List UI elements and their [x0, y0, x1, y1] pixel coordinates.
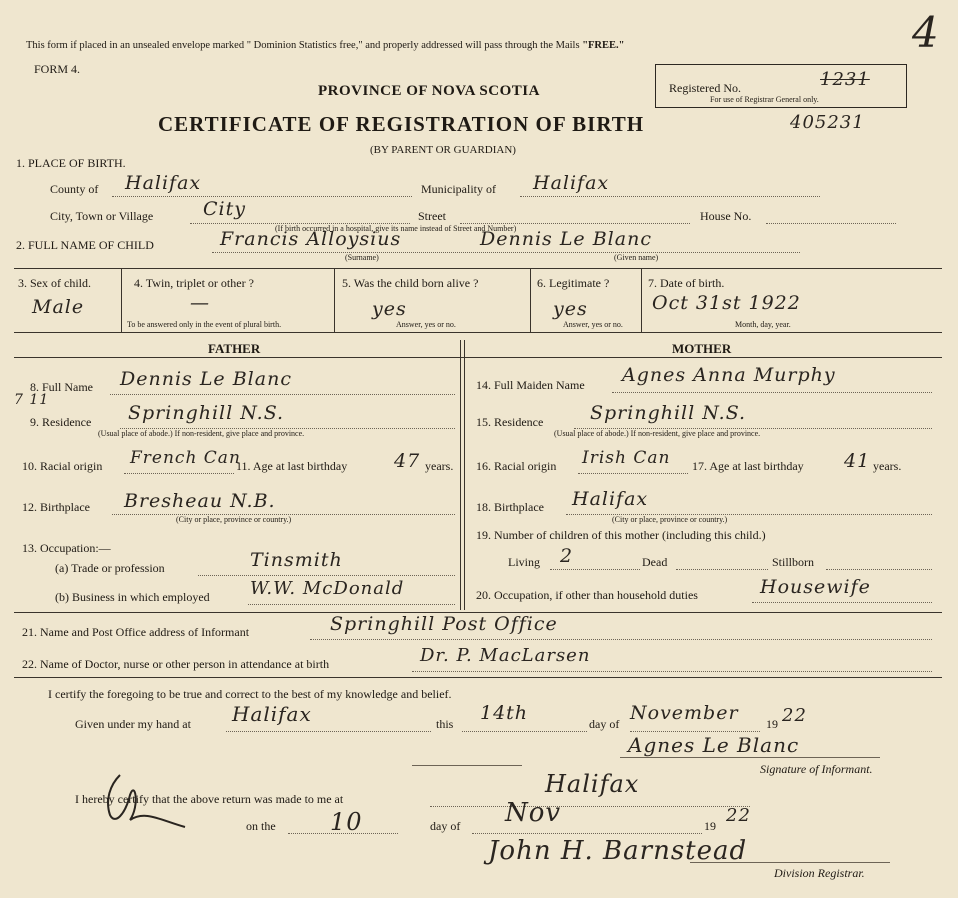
mother-occupation-label: 20. Occupation, if other than household duties — [476, 588, 698, 602]
mother-children-label: 19. Number of children of this mother (including this child.) — [476, 528, 766, 542]
reg-month-value: Nov — [505, 798, 562, 828]
dead-label: Dead — [642, 555, 668, 569]
legit-label: 6. Legitimate ? — [537, 276, 610, 290]
informant-label: 21. Name and Post Office address of Informant — [22, 625, 250, 639]
mother-years: years. — [873, 459, 902, 473]
reg-day-label: day of — [430, 819, 461, 833]
reg-year-prefix: 19 — [704, 819, 716, 833]
mother-name-label: 14. Full Maiden Name — [476, 378, 585, 392]
mother-birthplace-value: Halifax — [572, 488, 649, 510]
dob-label: 7. Date of birth. — [648, 276, 725, 290]
mother-occupation-value: Housewife — [760, 576, 871, 598]
father-name-value: Dennis Le Blanc — [120, 368, 292, 390]
registry-number: 405231 — [790, 112, 865, 133]
reg-day-value: 10 — [330, 808, 363, 836]
stillborn-label: Stillborn — [772, 555, 815, 569]
mother-heading: MOTHER — [672, 341, 732, 356]
mother-age-label: 17. Age at last birthday — [692, 459, 804, 473]
alive-label: 5. Was the child born alive ? — [342, 276, 479, 290]
dob-value: Oct 31st 1922 — [652, 292, 801, 314]
legit-value: yes — [553, 298, 588, 320]
reg-year-value: 22 — [726, 805, 751, 826]
father-years: years. — [425, 459, 454, 473]
surname-caption: (Surname) — [345, 253, 379, 262]
child-given-names: Francis Alloysius — [220, 228, 402, 250]
dob-note: Month, day, year. — [735, 320, 791, 329]
child-name-label: 2. FULL NAME OF CHILD — [16, 238, 154, 252]
father-birthplace-note: (City or place, province or country.) — [176, 515, 292, 524]
father-business-label: (b) Business in which employed — [55, 590, 210, 604]
father-name-label: 8. Full Name — [30, 380, 93, 394]
father-business-value: W.W. McDonald — [250, 578, 405, 599]
father-heading: FATHER — [208, 341, 261, 356]
mother-residence-value: Springhill N.S. — [590, 402, 747, 424]
legit-note: Answer, yes or no. — [563, 320, 623, 329]
father-racial-label: 10. Racial origin — [22, 459, 103, 473]
registrar-initial-mark — [90, 765, 200, 845]
on-the-label: on the — [246, 819, 276, 833]
alive-value: yes — [372, 298, 407, 320]
municipality-label: Municipality of — [421, 182, 496, 196]
father-residence-label: 9. Residence — [30, 415, 92, 429]
informant-signature: Agnes Le Blanc — [628, 733, 800, 757]
father-trade-value: Tinsmith — [250, 549, 343, 571]
mother-name-value: Agnes Anna Murphy — [622, 364, 836, 386]
given-caption: (Given name) — [614, 253, 659, 262]
province-heading: PROVINCE OF NOVA SCOTIA — [318, 83, 540, 99]
registrar-caption: Division Registrar. — [774, 866, 865, 880]
day-label: day of — [589, 717, 620, 731]
registrar-statement: I hereby certify that the above return was made to me at — [75, 792, 344, 806]
place-of-birth-heading: 1. PLACE OF BIRTH. — [16, 156, 126, 170]
hospital-note: (If birth occurred in a hospital, give its name instead of Street and Number) — [275, 224, 517, 233]
registered-value: 1231 — [820, 69, 870, 90]
child-surname: Dennis Le Blanc — [480, 228, 652, 250]
year-prefix: 19 — [766, 717, 778, 731]
month-value: November — [630, 702, 739, 724]
house-label: House No. — [700, 209, 752, 223]
registered-note: For use of Registrar General only. — [710, 95, 819, 104]
registered-box — [655, 64, 907, 108]
form-number: FORM 4. — [34, 62, 81, 76]
municipality-value: Halifax — [533, 172, 610, 194]
mother-racial-label: 16. Racial origin — [476, 459, 557, 473]
father-trade-label: (a) Trade or profession — [55, 561, 165, 575]
year-value: 22 — [782, 705, 807, 726]
father-occupation-label: 13. Occupation:— — [22, 541, 111, 555]
sex-value: Male — [32, 296, 85, 318]
living-value: 2 — [560, 545, 574, 567]
mother-age-value: 41 — [844, 450, 871, 472]
certification-statement: I certify the foregoing to be true and correct to the best of my knowledge and belief. — [48, 687, 452, 701]
county-label: County of — [50, 182, 99, 196]
living-label: Living — [508, 555, 540, 569]
twin-label: 4. Twin, triplet or other ? — [134, 276, 254, 290]
given-place: Halifax — [232, 702, 312, 726]
father-residence-note: (Usual place of abode.) If non-resident, give place and province. — [98, 429, 305, 438]
mother-residence-label: 15. Residence — [476, 415, 544, 429]
father-racial-value: French Can — [130, 448, 241, 468]
doctor-value: Dr. P. MacLarsen — [420, 645, 591, 666]
father-birthplace-label: 12. Birthplace — [22, 500, 90, 514]
mail-note: This form if placed in an unsealed envelope marked " Dominion Statistics free," and properly addressed will pass through the Mails "FREE." — [26, 40, 625, 51]
this-label: this — [436, 717, 454, 731]
mother-birthplace-note: (City or place, province or country.) — [612, 515, 728, 524]
certificate-subtitle: (BY PARENT OR GUARDIAN) — [370, 144, 516, 156]
city-label: City, Town or Village — [50, 209, 154, 223]
sex-label: 3. Sex of child. — [18, 276, 91, 290]
twin-value: — — [190, 292, 210, 314]
day-value: 14th — [480, 702, 529, 724]
twin-note: To be answered only in the event of plural birth. — [127, 320, 282, 329]
certificate-title: CERTIFICATE OF REGISTRATION OF BIRTH — [158, 112, 645, 136]
father-birthplace-value: Bresheau N.B. — [124, 490, 276, 512]
margin-mark: 7 11 — [14, 392, 50, 408]
informant-caption: Signature of Informant. — [760, 762, 873, 776]
informant-value: Springhill Post Office — [330, 613, 558, 635]
street-label: Street — [418, 209, 446, 223]
father-age-label: 11. Age at last birthday — [236, 459, 348, 473]
mother-racial-value: Irish Can — [582, 448, 671, 468]
county-value: Halifax — [125, 172, 202, 194]
registrar-place: Halifax — [545, 770, 640, 798]
registered-label: Registered No. — [669, 81, 741, 95]
father-age-value: 47 — [394, 450, 421, 472]
doctor-label: 22. Name of Doctor, nurse or other person in attendance at birth — [22, 657, 330, 671]
mother-residence-note: (Usual place of abode.) If non-resident, give place and province. — [554, 429, 761, 438]
alive-note: Answer, yes or no. — [396, 320, 456, 329]
given-label: Given under my hand at — [75, 717, 191, 731]
registrar-signature: John H. Barnstead — [488, 836, 748, 866]
father-residence-value: Springhill N.S. — [128, 402, 285, 424]
mother-birthplace-label: 18. Birthplace — [476, 500, 544, 514]
corner-mark: 4 — [912, 8, 940, 57]
city-value: City — [203, 198, 246, 220]
